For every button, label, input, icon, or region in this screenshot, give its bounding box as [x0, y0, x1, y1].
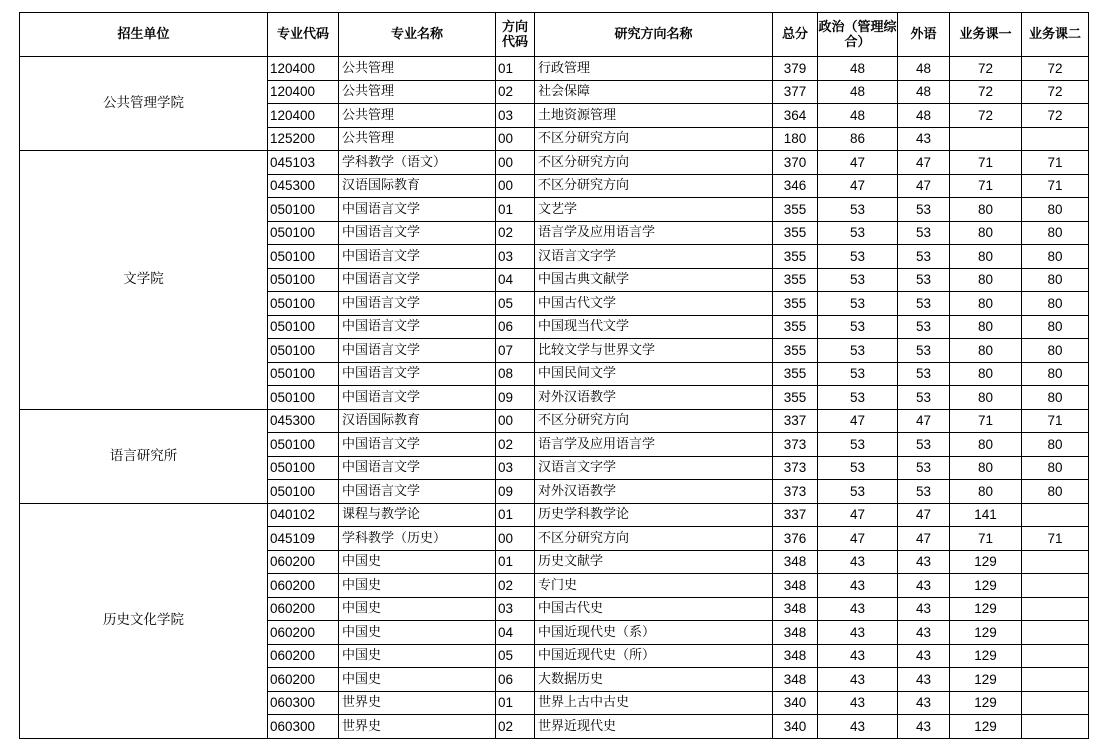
politics-score-cell: 53: [818, 315, 898, 339]
total-score-cell: 355: [773, 292, 818, 316]
politics-score-cell: 53: [818, 268, 898, 292]
major-name-cell: 中国语言文学: [339, 433, 496, 457]
major-name-cell: 中国语言文学: [339, 386, 496, 410]
subject-one-score-cell: 71: [950, 174, 1022, 198]
total-score-cell: 355: [773, 339, 818, 363]
direction-name-cell: 中国近现代史（系）: [535, 621, 773, 645]
total-score-cell: 337: [773, 503, 818, 527]
subject-two-score-cell: 71: [1022, 409, 1089, 433]
major-code-cell: 050100: [268, 362, 339, 386]
major-name-cell: 中国语言文学: [339, 315, 496, 339]
total-score-cell: 355: [773, 386, 818, 410]
subject-two-score-cell: 80: [1022, 386, 1089, 410]
direction-code-cell: 02: [496, 574, 535, 598]
major-code-cell: 050100: [268, 268, 339, 292]
direction-name-cell: 世界上古中古史: [535, 691, 773, 715]
major-code-cell: 045300: [268, 174, 339, 198]
subject-one-score-cell: 80: [950, 268, 1022, 292]
major-name-cell: 学科教学（历史）: [339, 527, 496, 551]
politics-score-cell: 43: [818, 597, 898, 621]
major-name-cell: 中国语言文学: [339, 198, 496, 222]
total-score-cell: 340: [773, 715, 818, 739]
foreign-language-score-cell: 43: [898, 621, 950, 645]
direction-name-cell: 历史学科教学论: [535, 503, 773, 527]
total-score-cell: 346: [773, 174, 818, 198]
subject-one-score-cell: 80: [950, 362, 1022, 386]
total-score-cell: 348: [773, 668, 818, 692]
direction-name-cell: 中国古代史: [535, 597, 773, 621]
direction-code-cell: 09: [496, 386, 535, 410]
major-name-cell: 课程与教学论: [339, 503, 496, 527]
direction-code-cell: 00: [496, 151, 535, 175]
unit-cell: 历史文化学院: [20, 503, 268, 738]
politics-score-cell: 47: [818, 151, 898, 175]
direction-code-cell: 00: [496, 127, 535, 151]
subject-one-score-cell: [950, 127, 1022, 151]
header-direction-name: 研究方向名称: [535, 13, 773, 57]
major-name-cell: 中国史: [339, 621, 496, 645]
major-name-cell: 汉语国际教育: [339, 409, 496, 433]
major-code-cell: 045103: [268, 151, 339, 175]
unit-cell: 文学院: [20, 151, 268, 410]
subject-two-score-cell: [1022, 715, 1089, 739]
subject-two-score-cell: 80: [1022, 221, 1089, 245]
major-name-cell: 公共管理: [339, 57, 496, 81]
subject-two-score-cell: [1022, 574, 1089, 598]
subject-one-score-cell: 129: [950, 550, 1022, 574]
table-row: [20, 503, 1089, 527]
politics-score-cell: 53: [818, 292, 898, 316]
score-table: [19, 12, 1089, 739]
subject-two-score-cell: 80: [1022, 245, 1089, 269]
direction-code-cell: 08: [496, 362, 535, 386]
major-name-cell: 中国语言文学: [339, 268, 496, 292]
direction-name-cell: 世界近现代史: [535, 715, 773, 739]
subject-two-score-cell: [1022, 503, 1089, 527]
total-score-cell: 373: [773, 433, 818, 457]
direction-code-cell: 02: [496, 80, 535, 104]
foreign-language-score-cell: 43: [898, 550, 950, 574]
subject-one-score-cell: 80: [950, 339, 1022, 363]
subject-two-score-cell: 80: [1022, 433, 1089, 457]
foreign-language-score-cell: 43: [898, 691, 950, 715]
major-code-cell: 050100: [268, 245, 339, 269]
direction-name-cell: 不区分研究方向: [535, 151, 773, 175]
direction-code-cell: 00: [496, 174, 535, 198]
major-name-cell: 中国语言文学: [339, 221, 496, 245]
direction-name-cell: 汉语言文字学: [535, 456, 773, 480]
direction-code-cell: 07: [496, 339, 535, 363]
foreign-language-score-cell: 53: [898, 433, 950, 457]
subject-one-score-cell: 129: [950, 597, 1022, 621]
subject-one-score-cell: 80: [950, 386, 1022, 410]
major-name-cell: 中国语言文学: [339, 292, 496, 316]
direction-code-cell: 06: [496, 315, 535, 339]
direction-code-cell: 03: [496, 104, 535, 128]
subject-two-score-cell: 80: [1022, 480, 1089, 504]
major-name-cell: 中国语言文学: [339, 245, 496, 269]
header-row: [20, 13, 1089, 57]
total-score-cell: 348: [773, 621, 818, 645]
direction-name-cell: 中国古代文学: [535, 292, 773, 316]
politics-score-cell: 43: [818, 715, 898, 739]
total-score-cell: 355: [773, 362, 818, 386]
total-score-cell: 379: [773, 57, 818, 81]
total-score-cell: 348: [773, 644, 818, 668]
header-major-code: 专业代码: [268, 13, 339, 57]
major-code-cell: 060200: [268, 644, 339, 668]
politics-score-cell: 53: [818, 362, 898, 386]
total-score-cell: 348: [773, 574, 818, 598]
subject-one-score-cell: 80: [950, 456, 1022, 480]
foreign-language-score-cell: 43: [898, 597, 950, 621]
foreign-language-score-cell: 53: [898, 245, 950, 269]
subject-two-score-cell: 71: [1022, 174, 1089, 198]
foreign-language-score-cell: 47: [898, 503, 950, 527]
politics-score-cell: 48: [818, 57, 898, 81]
foreign-language-score-cell: 53: [898, 198, 950, 222]
direction-name-cell: 文艺学: [535, 198, 773, 222]
subject-two-score-cell: 80: [1022, 456, 1089, 480]
major-code-cell: 045300: [268, 409, 339, 433]
major-name-cell: 中国史: [339, 668, 496, 692]
subject-two-score-cell: 80: [1022, 198, 1089, 222]
direction-code-cell: 04: [496, 621, 535, 645]
major-code-cell: 050100: [268, 386, 339, 410]
politics-score-cell: 53: [818, 245, 898, 269]
foreign-language-score-cell: 48: [898, 57, 950, 81]
header-major-name: 专业名称: [339, 13, 496, 57]
direction-name-cell: 对外汉语教学: [535, 386, 773, 410]
subject-two-score-cell: 80: [1022, 315, 1089, 339]
foreign-language-score-cell: 53: [898, 480, 950, 504]
major-code-cell: 050100: [268, 339, 339, 363]
header-subject-two: 业务课二: [1022, 13, 1089, 57]
subject-one-score-cell: 129: [950, 574, 1022, 598]
major-name-cell: 中国语言文学: [339, 362, 496, 386]
direction-code-cell: 01: [496, 57, 535, 81]
politics-score-cell: 43: [818, 621, 898, 645]
subject-one-score-cell: 71: [950, 409, 1022, 433]
foreign-language-score-cell: 53: [898, 315, 950, 339]
direction-name-cell: 行政管理: [535, 57, 773, 81]
major-code-cell: 060200: [268, 668, 339, 692]
direction-name-cell: 语言学及应用语言学: [535, 433, 773, 457]
direction-code-cell: 00: [496, 409, 535, 433]
header-direction-code: 方向代码: [496, 13, 535, 57]
foreign-language-score-cell: 53: [898, 386, 950, 410]
header-subject-one: 业务课一: [950, 13, 1022, 57]
subject-one-score-cell: 80: [950, 480, 1022, 504]
major-code-cell: 060300: [268, 691, 339, 715]
politics-score-cell: 53: [818, 221, 898, 245]
total-score-cell: 348: [773, 597, 818, 621]
foreign-language-score-cell: 53: [898, 339, 950, 363]
politics-score-cell: 53: [818, 480, 898, 504]
table-row: [20, 57, 1089, 81]
major-code-cell: 050100: [268, 456, 339, 480]
total-score-cell: 373: [773, 480, 818, 504]
direction-code-cell: 02: [496, 221, 535, 245]
major-code-cell: 050100: [268, 315, 339, 339]
direction-code-cell: 06: [496, 668, 535, 692]
total-score-cell: 337: [773, 409, 818, 433]
subject-two-score-cell: [1022, 644, 1089, 668]
politics-score-cell: 53: [818, 433, 898, 457]
politics-score-cell: 47: [818, 174, 898, 198]
politics-score-cell: 86: [818, 127, 898, 151]
politics-score-cell: 47: [818, 409, 898, 433]
major-name-cell: 公共管理: [339, 80, 496, 104]
major-code-cell: 120400: [268, 104, 339, 128]
direction-name-cell: 专门史: [535, 574, 773, 598]
politics-score-cell: 53: [818, 456, 898, 480]
major-name-cell: 公共管理: [339, 127, 496, 151]
major-code-cell: 060200: [268, 550, 339, 574]
direction-name-cell: 社会保障: [535, 80, 773, 104]
direction-code-cell: 01: [496, 691, 535, 715]
major-name-cell: 学科教学（语文）: [339, 151, 496, 175]
total-score-cell: 377: [773, 80, 818, 104]
major-name-cell: 中国语言文学: [339, 456, 496, 480]
direction-name-cell: 对外汉语教学: [535, 480, 773, 504]
subject-two-score-cell: [1022, 127, 1089, 151]
subject-one-score-cell: 80: [950, 315, 1022, 339]
subject-two-score-cell: [1022, 691, 1089, 715]
table-row: [20, 409, 1089, 433]
header-total: 总分: [773, 13, 818, 57]
politics-score-cell: 43: [818, 574, 898, 598]
foreign-language-score-cell: 47: [898, 409, 950, 433]
foreign-language-score-cell: 47: [898, 174, 950, 198]
direction-code-cell: 02: [496, 715, 535, 739]
subject-two-score-cell: [1022, 550, 1089, 574]
total-score-cell: 364: [773, 104, 818, 128]
foreign-language-score-cell: 48: [898, 104, 950, 128]
politics-score-cell: 53: [818, 339, 898, 363]
major-code-cell: 045109: [268, 527, 339, 551]
major-code-cell: 050100: [268, 221, 339, 245]
direction-name-cell: 土地资源管理: [535, 104, 773, 128]
foreign-language-score-cell: 47: [898, 151, 950, 175]
foreign-language-score-cell: 53: [898, 268, 950, 292]
foreign-language-score-cell: 43: [898, 715, 950, 739]
subject-one-score-cell: 141: [950, 503, 1022, 527]
total-score-cell: 355: [773, 198, 818, 222]
foreign-language-score-cell: 53: [898, 221, 950, 245]
subject-one-score-cell: 72: [950, 57, 1022, 81]
subject-two-score-cell: 72: [1022, 80, 1089, 104]
direction-name-cell: 不区分研究方向: [535, 527, 773, 551]
major-name-cell: 世界史: [339, 691, 496, 715]
subject-one-score-cell: 71: [950, 151, 1022, 175]
direction-code-cell: 01: [496, 550, 535, 574]
major-code-cell: 040102: [268, 503, 339, 527]
major-code-cell: 050100: [268, 198, 339, 222]
total-score-cell: 180: [773, 127, 818, 151]
direction-code-cell: 03: [496, 245, 535, 269]
subject-two-score-cell: 72: [1022, 104, 1089, 128]
major-code-cell: 060200: [268, 597, 339, 621]
direction-code-cell: 05: [496, 292, 535, 316]
table-body: [20, 57, 1089, 739]
major-name-cell: 中国史: [339, 574, 496, 598]
foreign-language-score-cell: 43: [898, 127, 950, 151]
politics-score-cell: 47: [818, 527, 898, 551]
major-code-cell: 060300: [268, 715, 339, 739]
header-unit: 招生单位: [20, 13, 268, 57]
foreign-language-score-cell: 43: [898, 574, 950, 598]
subject-two-score-cell: 80: [1022, 292, 1089, 316]
subject-two-score-cell: 71: [1022, 527, 1089, 551]
politics-score-cell: 53: [818, 386, 898, 410]
direction-name-cell: 历史文献学: [535, 550, 773, 574]
major-code-cell: 120400: [268, 57, 339, 81]
foreign-language-score-cell: 53: [898, 456, 950, 480]
unit-cell: 语言研究所: [20, 409, 268, 503]
direction-name-cell: 中国民间文学: [535, 362, 773, 386]
subject-two-score-cell: [1022, 668, 1089, 692]
major-code-cell: 050100: [268, 480, 339, 504]
foreign-language-score-cell: 53: [898, 362, 950, 386]
total-score-cell: 355: [773, 315, 818, 339]
foreign-language-score-cell: 47: [898, 527, 950, 551]
politics-score-cell: 48: [818, 80, 898, 104]
subject-one-score-cell: 129: [950, 668, 1022, 692]
direction-code-cell: 03: [496, 597, 535, 621]
subject-one-score-cell: 129: [950, 691, 1022, 715]
direction-name-cell: 比较文学与世界文学: [535, 339, 773, 363]
direction-code-cell: 01: [496, 198, 535, 222]
subject-two-score-cell: [1022, 621, 1089, 645]
politics-score-cell: 47: [818, 503, 898, 527]
politics-score-cell: 43: [818, 644, 898, 668]
direction-name-cell: 不区分研究方向: [535, 127, 773, 151]
direction-code-cell: 00: [496, 527, 535, 551]
unit-cell: 公共管理学院: [20, 57, 268, 151]
header-politics: 政治（管理综合）: [818, 13, 898, 57]
subject-one-score-cell: 129: [950, 621, 1022, 645]
major-name-cell: 中国史: [339, 550, 496, 574]
subject-two-score-cell: [1022, 597, 1089, 621]
subject-one-score-cell: 129: [950, 715, 1022, 739]
subject-one-score-cell: 71: [950, 527, 1022, 551]
subject-one-score-cell: 80: [950, 433, 1022, 457]
score-table-wrapper: [19, 12, 1089, 739]
direction-name-cell: 中国现当代文学: [535, 315, 773, 339]
total-score-cell: 340: [773, 691, 818, 715]
direction-code-cell: 01: [496, 503, 535, 527]
direction-name-cell: 中国古典文献学: [535, 268, 773, 292]
subject-two-score-cell: 80: [1022, 362, 1089, 386]
major-name-cell: 中国语言文学: [339, 339, 496, 363]
total-score-cell: 355: [773, 268, 818, 292]
direction-name-cell: 语言学及应用语言学: [535, 221, 773, 245]
subject-two-score-cell: 71: [1022, 151, 1089, 175]
header-foreign-language: 外语: [898, 13, 950, 57]
major-code-cell: 050100: [268, 433, 339, 457]
major-code-cell: 060200: [268, 621, 339, 645]
total-score-cell: 348: [773, 550, 818, 574]
politics-score-cell: 43: [818, 550, 898, 574]
total-score-cell: 355: [773, 221, 818, 245]
politics-score-cell: 53: [818, 198, 898, 222]
subject-one-score-cell: 80: [950, 245, 1022, 269]
major-name-cell: 中国语言文学: [339, 480, 496, 504]
subject-two-score-cell: 80: [1022, 268, 1089, 292]
total-score-cell: 376: [773, 527, 818, 551]
foreign-language-score-cell: 43: [898, 644, 950, 668]
major-code-cell: 060200: [268, 574, 339, 598]
direction-name-cell: 不区分研究方向: [535, 174, 773, 198]
foreign-language-score-cell: 48: [898, 80, 950, 104]
subject-one-score-cell: 129: [950, 644, 1022, 668]
major-name-cell: 中国史: [339, 644, 496, 668]
subject-one-score-cell: 80: [950, 221, 1022, 245]
total-score-cell: 373: [773, 456, 818, 480]
major-code-cell: 120400: [268, 80, 339, 104]
direction-code-cell: 04: [496, 268, 535, 292]
subject-one-score-cell: 72: [950, 80, 1022, 104]
direction-code-cell: 09: [496, 480, 535, 504]
politics-score-cell: 43: [818, 668, 898, 692]
direction-code-cell: 03: [496, 456, 535, 480]
major-name-cell: 中国史: [339, 597, 496, 621]
major-code-cell: 050100: [268, 292, 339, 316]
foreign-language-score-cell: 53: [898, 292, 950, 316]
subject-two-score-cell: 80: [1022, 339, 1089, 363]
subject-one-score-cell: 72: [950, 104, 1022, 128]
subject-one-score-cell: 80: [950, 292, 1022, 316]
direction-name-cell: 中国近现代史（所）: [535, 644, 773, 668]
direction-code-cell: 05: [496, 644, 535, 668]
subject-one-score-cell: 80: [950, 198, 1022, 222]
total-score-cell: 370: [773, 151, 818, 175]
direction-name-cell: 大数据历史: [535, 668, 773, 692]
major-code-cell: 125200: [268, 127, 339, 151]
table-row: [20, 151, 1089, 175]
direction-name-cell: 汉语言文字学: [535, 245, 773, 269]
major-name-cell: 公共管理: [339, 104, 496, 128]
foreign-language-score-cell: 43: [898, 668, 950, 692]
major-name-cell: 世界史: [339, 715, 496, 739]
politics-score-cell: 48: [818, 104, 898, 128]
major-name-cell: 汉语国际教育: [339, 174, 496, 198]
total-score-cell: 355: [773, 245, 818, 269]
politics-score-cell: 43: [818, 691, 898, 715]
subject-two-score-cell: 72: [1022, 57, 1089, 81]
direction-code-cell: 02: [496, 433, 535, 457]
direction-name-cell: 不区分研究方向: [535, 409, 773, 433]
